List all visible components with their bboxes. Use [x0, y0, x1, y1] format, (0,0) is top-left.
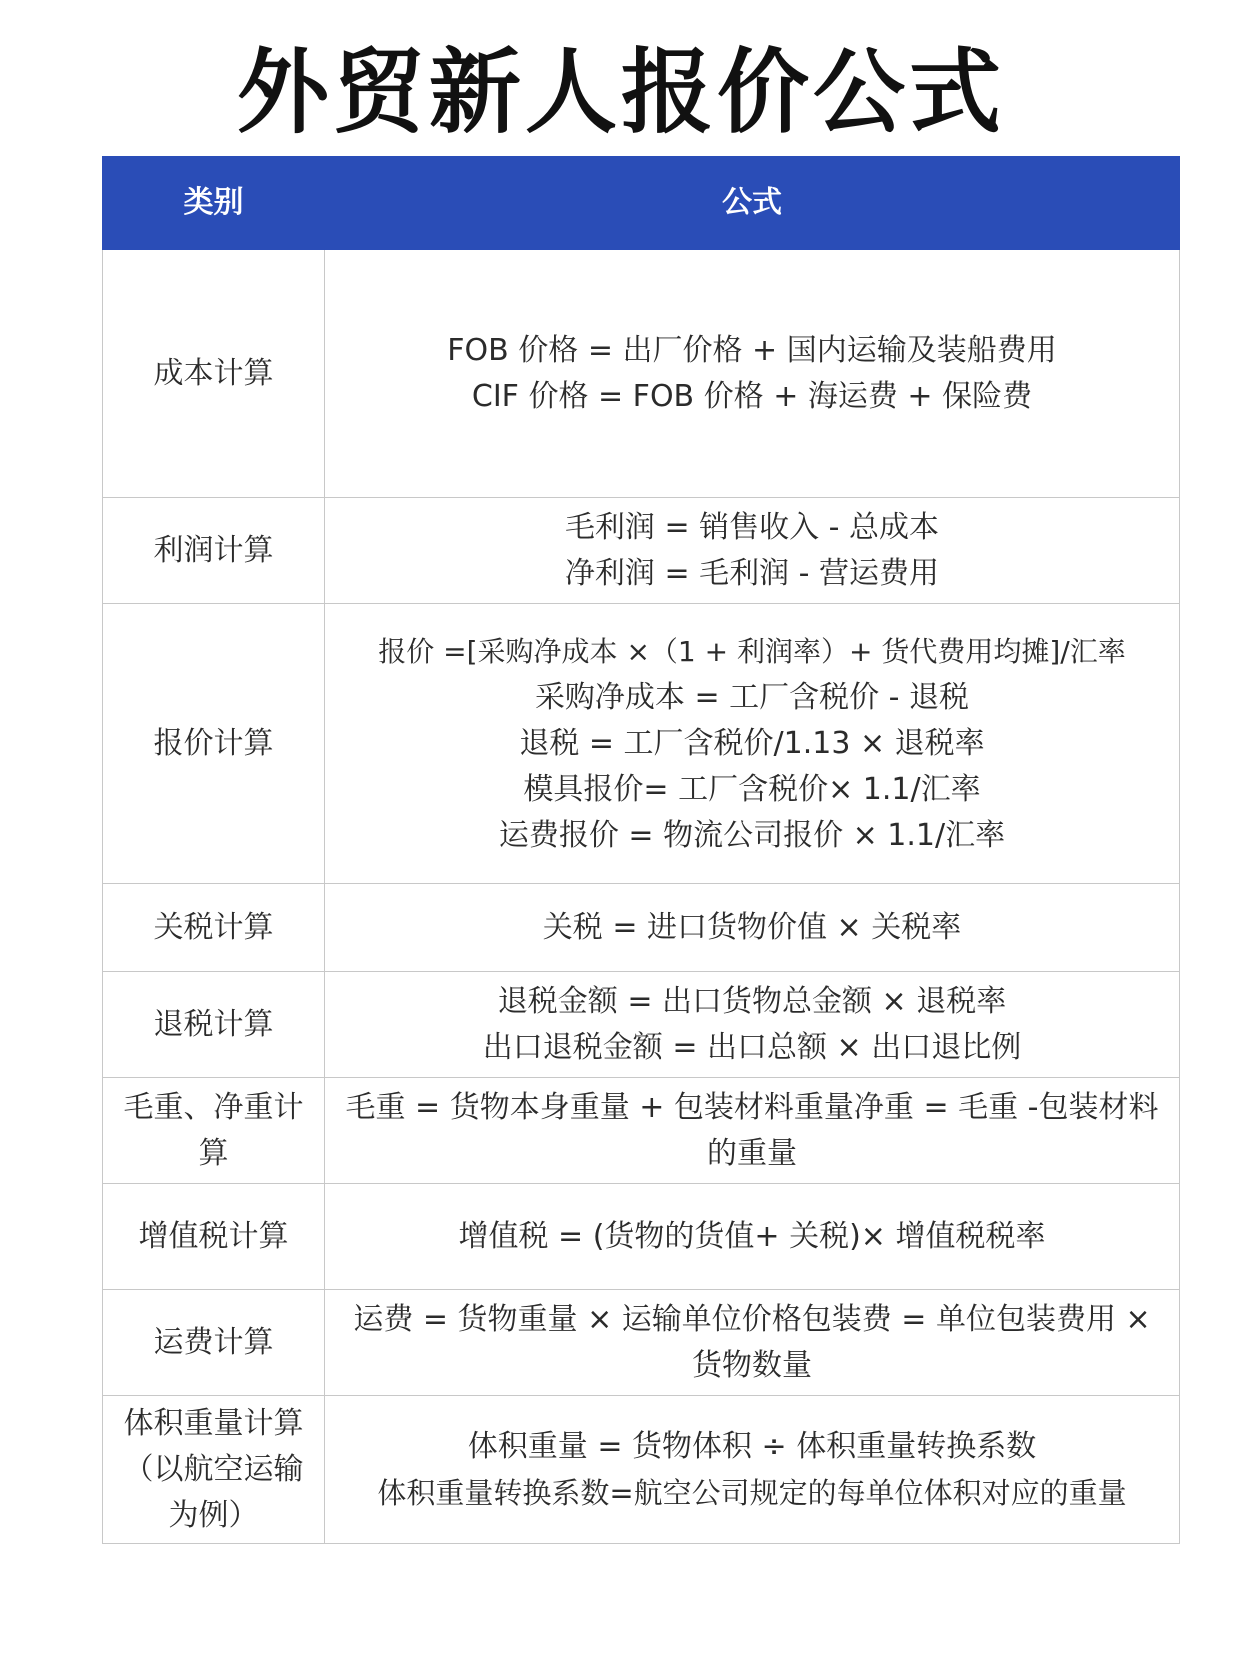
formula-line: 出口退税金额 = 出口总额 × 出口退比例: [482, 1029, 1022, 1065]
formula-line: 运费报价 = 物流公司报价 × 1.1/汇率: [498, 817, 1006, 853]
formula-line: 毛利润 = 销售收入 - 总成本: [564, 509, 940, 545]
category-cell: 运费计算: [103, 1290, 325, 1396]
category-cell: 毛重、净重计算: [103, 1078, 325, 1184]
category-cell: 体积重量计算（以航空运输为例）: [103, 1396, 325, 1544]
page-title: 外贸新人报价公式: [236, 39, 1005, 146]
formula-cell: [325, 498, 1180, 604]
formula-cell: [325, 972, 1180, 1078]
formula-table: [102, 156, 1180, 1544]
table-header-row: [103, 157, 1180, 250]
category-cell: 关税计算: [103, 884, 325, 972]
formula-line: 关税 = 进口货物价值 × 关税率: [542, 909, 962, 945]
table-row: [103, 498, 1180, 604]
formula-line: 退税 = 工厂含税价/1.13 × 退税率: [519, 725, 985, 761]
formula-line: 报价 =[采购净成本 ×（1 + 利润率）+ 货代费用均摊]/汇率: [378, 634, 1126, 668]
category-cell: 报价计算: [103, 604, 325, 884]
header-formula: 公式: [325, 157, 1180, 250]
table-row: [103, 1290, 1180, 1396]
table-row: [103, 604, 1180, 884]
table-row: [103, 1078, 1180, 1184]
table-row: [103, 1396, 1180, 1544]
table-row: [103, 972, 1180, 1078]
formula-line: FOB 价格 = 出厂价格 + 国内运输及装船费用: [447, 332, 1057, 368]
formula-cell: [325, 884, 1180, 972]
formula-line: 增值税 = (货物的货值+ 关税)× 增值税税率: [458, 1218, 1046, 1254]
formula-line: 净利润 = 毛利润 - 营运费用: [564, 555, 940, 591]
formula-cell: [325, 250, 1180, 498]
formula-line: 体积重量 = 货物体积 ÷ 体积重量转换系数: [467, 1428, 1037, 1464]
table-row: [103, 250, 1180, 498]
table-row: [103, 1184, 1180, 1290]
formula-cell: [325, 604, 1180, 884]
category-cell: 退税计算: [103, 972, 325, 1078]
formula-cell: [325, 1184, 1180, 1290]
category-cell: 利润计算: [103, 498, 325, 604]
table-row: [103, 884, 1180, 972]
formula-line: 采购净成本 = 工厂含税价 - 退税: [534, 679, 970, 715]
category-cell: 增值税计算: [103, 1184, 325, 1290]
category-cell: 成本计算: [103, 250, 325, 498]
formula-line: 退税金额 = 出口货物总金额 × 退税率: [497, 983, 1007, 1019]
formula-cell: [325, 1396, 1180, 1544]
formula-cell: 毛重 = 货物本身重量 + 包装材料重量净重 = 毛重 -包装材料的重量: [325, 1078, 1180, 1184]
header-category: 类别: [103, 157, 325, 250]
formula-line: 模具报价= 工厂含税价× 1.1/汇率: [523, 771, 981, 807]
formula-line: CIF 价格 = FOB 价格 + 海运费 + 保险费: [471, 378, 1033, 414]
formula-line: 体积重量转换系数=航空公司规定的每单位体积对应的重量: [377, 1475, 1127, 1510]
formula-cell: 运费 = 货物重量 × 运输单位价格包装费 = 单位包装费用 × 货物数量: [325, 1290, 1180, 1396]
